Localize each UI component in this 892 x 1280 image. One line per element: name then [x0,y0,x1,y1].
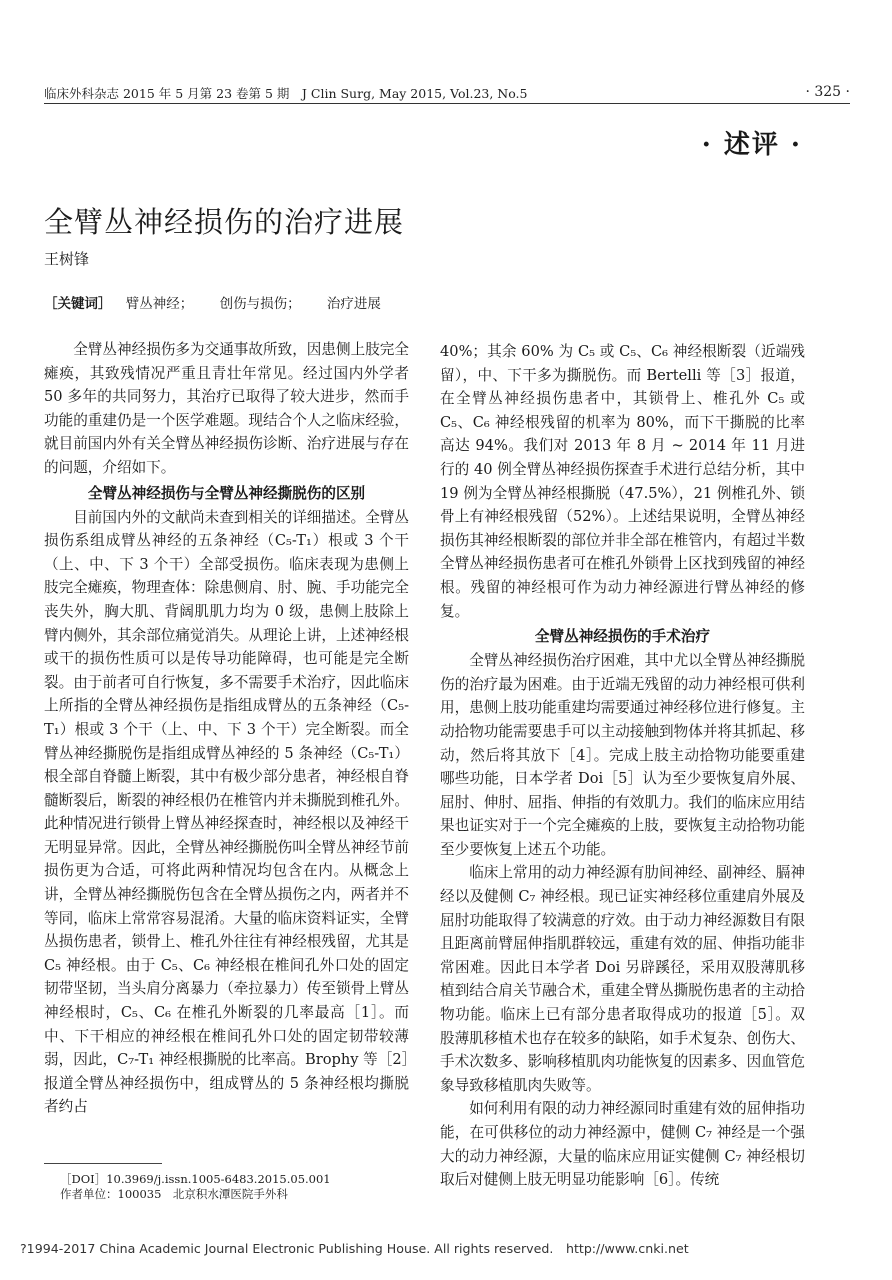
header-rule [44,103,850,104]
right-column [440,340,805,1192]
doi-footnote: ［DOI］10.3969/j.issn.1005-6483.2015.05.001 [60,1172,331,1186]
section-heading-distinction: 全臂丛神经损伤与全臂丛神经撕脱伤的区别 [87,484,366,502]
author: 王树锋 [44,250,90,268]
surgery-paragraph-1: 全臂丛神经损伤治疗困难，其中尤以全臂丛神经撕脱伤的治疗最为困难。由于近端无残留的动力神经根可供利用，患侧上肢功能重建均需要通过神经移位进行修复。主动拾物功能需要患手可以主动接触到物体并将其抓起、移动，然后将其放下［4］。完成上肢主动拾物功能要重建哪些功能，日本学者 Doi［5］认为至少要恢复肩外展、屈肘、伸肘、屈指、伸指的有效肌力。我们的临床应用结果也证实对于一个完全瘫痪的上肢，要恢复主动拾物功能至少要恢复上述五个功能。 [440,652,805,858]
surgery-paragraph-2: 临床上常用的动力神经源有肋间神经、副神经、膈神经以及健侧 C₇ 神经根。现已证实神经移位重建肩外展及屈肘功能取得了较满意的疗效。由于动力神经源数目有限且距离前臂屈伸指肌群较远，重建有效的屈、伸指功能非常困难。因此日本学者 Doi 另辟蹊径，采用双股薄肌移植到结合肩关节融合术，重建全臂丛撕脱伤患者的主动拾物功能。临床上已有部分患者取得成功的报道［5］。双股薄肌移植术也存在较多的缺陷，如手术复杂、创伤大、手术次数多、影响移植肌肉功能恢复的因素多、因血管危象导致移植肌肉失败等。 [440,864,805,1094]
copyright-line: ?1994-2017 China Academic Journal Electronic Publishing House. All rights reserved. http://www.cnki.net [20,1241,689,1256]
footnote-rule [44,1163,162,1164]
distinction-paragraph: 目前国内外的文献尚未查到相关的详细描述。全臂丛损伤系组成臂丛神经的五条神经（C₅-T₁）根或 3 个干（上、中、下 3 个干）全部受损伤。临床表现为患侧上肢完全瘫痪，物理查体：除患侧肩、肘、腕、手功能完全丧失外，胸大肌、背阔肌肌力均为 0 级，患侧上肢除上臂内侧外，其余部位痛觉消失。从理论上讲，上述神经根或干的损伤性质可以是传导功能障碍，也可能是完全断裂。由于前者可自行恢复，多不需要手术治疗，因此临床上所指的全臂丛神经损伤是指组成臂丛的五条神经（C₅-T₁）根或 3 个干（上、中、下 3 个干）完全断裂。而全臂丛神经撕脱伤是指组成臂丛神经的 5 条神经（C₅-T₁）根全部自脊髓上断裂，其中有极少部分患者，神经根自脊髓断裂后，断裂的神经根仍在椎管内并未撕脱到椎孔外。此种情况进行锁骨上臂丛神经探查时，神经根以及神经干无明显异常。因此，全臂丛神经撕脱伤叫全臂丛神经节前损伤更为合适，可将此两种情况均包含在内。从概念上讲，全臂丛神经撕脱伤包含在全臂丛损伤之内，两者并不等同，临床上常常容易混淆。大量的临床资料证实，全臂丛损伤患者，锁骨上、椎孔外往往有神经根残留，尤其是 C₅ 神经根。由于 C₅、C₆ 神经根在椎间孔外口处的固定韧带坚韧，当头肩分离暴力（牵拉暴力）传至锁骨上臂丛神经根时，C₅、C₆ 在椎孔外断裂的几率最高［1］。而中、下干相应的神经根在椎间孔外口处的固定韧带较薄弱，因此，C₇-T₁ 神经根撕脱的比率高。Brophy 等［2］报道全臂丛神经损伤中，组成臂丛的 5 条神经根均撕脱者约占 [44,508,409,1116]
keyword-item: 臂丛神经； [125,296,194,312]
article-title: 全臂丛神经损伤的治疗进展 [44,205,405,240]
journal-citation: 临床外科杂志 2015 年 5 月第 23 卷第 5 期 J Clin Surg, May 2015, Vol.23, No.5 [44,86,528,101]
affiliation-footnote: 作者单位：100035 北京积水潭医院手外科 [60,1187,288,1201]
section-heading-surgery: 全臂丛神经损伤的手术治疗 [534,628,711,646]
left-column [44,338,409,1119]
keyword-item: 治疗进展 [326,296,381,312]
surgery-paragraph-3: 如何利用有限的动力神经源同时重建有效的屈伸指功能，在可供移位的动力神经源中，健侧 C₇ 神经是一个强大的动力神经源，大量的临床应用证实健侧 C₇ 神经根切取后对健侧上肢无明显功能影响［6］。传统 [440,1100,805,1189]
page-number: · 325 · [805,84,850,100]
intro-paragraph: 全臂丛神经损伤多为交通事故所致，因患侧上肢完全瘫痪，其致残情况严重且青壮年常见。经过国内外学者 50 多年的共同努力，其治疗已取得了较大进步，然而手功能的重建仍是一个医学难题。现结合个人之临床经验，就目前国内外有关全臂丛神经损伤诊断、治疗进展与存在的问题，介绍如下。 [44,341,409,476]
keyword-item: 创伤与损伤； [219,296,301,312]
keywords-label: ［关键词］ [44,296,112,312]
keywords [44,292,403,312]
continued-paragraph: 40%；其余 60% 为 C₅ 或 C₅、C₆ 神经根断裂（近端残留），中、下干多为撕脱伤。而 Bertelli 等［3］报道，在全臂丛神经损伤患者中，其锁骨上、椎孔外 C₅ 或 C₅、C₆ 神经根残留的机率为 80%，而下干撕脱的比率高达 94%。我们对 2013 年 8 月 ~ 2014 年 11 月进行的 40 例全臂丛神经损伤探查手术进行总结分析，其中 19 例为全臂丛神经根撕脱（47.5%），21 例椎孔外、锁骨上有神经根残留（52%）。上述结果说明，全臂丛神经损伤其神经根断裂的部位并非全部在椎管内，有超过半数全臂丛神经损伤患者可在椎孔外锁骨上区找到残留的神经根。残留的神经根可作为动力神经源进行臂丛神经的修复。 [440,343,805,620]
section-label: · 述评 · [701,130,802,160]
footnotes [60,1172,331,1202]
